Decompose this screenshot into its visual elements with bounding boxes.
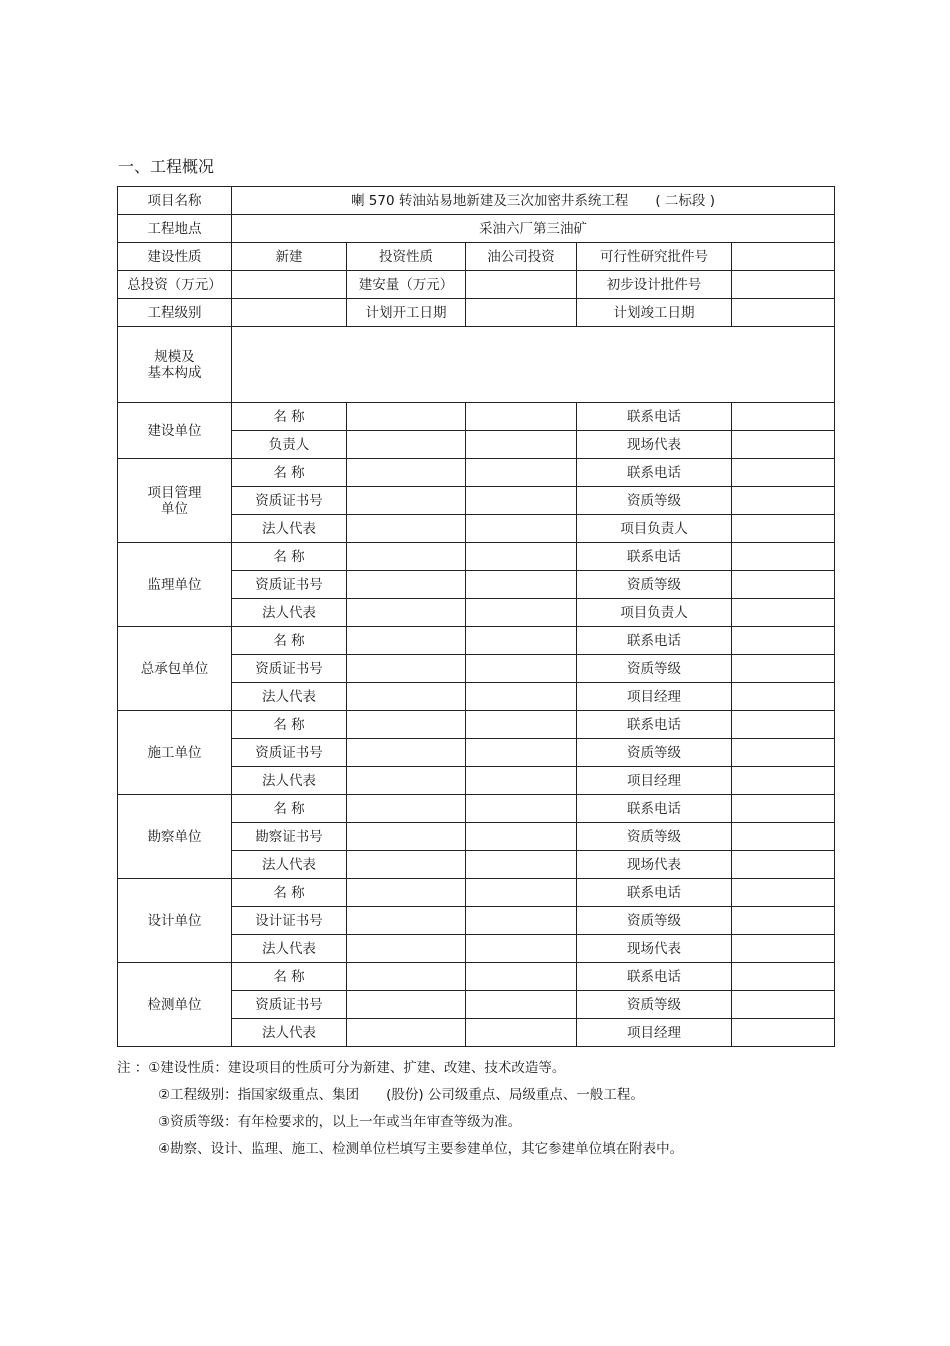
field-value	[466, 599, 577, 627]
field-label: 联系电话	[577, 711, 732, 739]
scale-value	[232, 327, 835, 403]
field-label: 资质等级	[577, 655, 732, 683]
field-label: 联系电话	[577, 879, 732, 907]
field-value	[466, 431, 577, 459]
location-label: 工程地点	[118, 215, 232, 243]
field-value	[347, 543, 466, 571]
field-value	[466, 627, 577, 655]
field-label: 法人代表	[232, 515, 347, 543]
field-label: 资质等级	[577, 739, 732, 767]
field-value	[732, 963, 835, 991]
field-label: 项目经理	[577, 683, 732, 711]
row-grade	[118, 299, 835, 327]
nature-label: 建设性质	[118, 243, 232, 271]
field-value	[466, 823, 577, 851]
field-value	[732, 851, 835, 879]
field-label: 名 称	[232, 459, 347, 487]
project-name-value: 喇 570 转油站易地新建及三次加密井系统工程 ( 二标段 )	[232, 187, 835, 215]
field-value	[466, 515, 577, 543]
nature-value: 新建	[232, 243, 347, 271]
note-3: ③资质等级：有年检要求的，以上一年或当年审查等级为准。	[158, 1114, 522, 1130]
field-value	[732, 487, 835, 515]
field-label: 联系电话	[577, 627, 732, 655]
field-value	[466, 991, 577, 1019]
row-location	[118, 215, 835, 243]
field-label: 项目经理	[577, 1019, 732, 1047]
field-value	[732, 571, 835, 599]
field-value	[466, 879, 577, 907]
field-value	[347, 571, 466, 599]
field-value	[466, 711, 577, 739]
field-value	[347, 795, 466, 823]
field-value	[347, 907, 466, 935]
field-label: 项目负责人	[577, 515, 732, 543]
field-value	[466, 935, 577, 963]
project-overview-table	[117, 186, 835, 1047]
finish-value	[732, 299, 835, 327]
field-value	[732, 795, 835, 823]
field-value	[732, 907, 835, 935]
row-scale	[118, 327, 835, 403]
field-value	[466, 487, 577, 515]
install-value	[466, 271, 577, 299]
scale-label-line1: 规模及	[154, 348, 195, 365]
field-label: 资质等级	[577, 991, 732, 1019]
unit-label: 项目管理单位	[118, 459, 232, 543]
field-label: 资质等级	[577, 487, 732, 515]
row-project-name	[118, 187, 835, 215]
field-label: 名 称	[232, 795, 347, 823]
field-label: 项目负责人	[577, 599, 732, 627]
project-name-label: 项目名称	[118, 187, 232, 215]
unit-label: 设计单位	[118, 879, 232, 963]
unit-label: 检测单位	[118, 963, 232, 1047]
field-value	[347, 655, 466, 683]
field-value	[466, 851, 577, 879]
field-label: 资质证书号	[232, 739, 347, 767]
field-value	[347, 627, 466, 655]
field-label: 法人代表	[232, 767, 347, 795]
scale-label-line2: 基本构成	[147, 364, 202, 381]
total-invest-value	[232, 271, 347, 299]
field-label: 名 称	[232, 879, 347, 907]
field-value	[732, 683, 835, 711]
finish-label: 计划竣工日期	[577, 299, 732, 327]
field-label: 联系电话	[577, 795, 732, 823]
field-value	[732, 823, 835, 851]
field-value	[732, 627, 835, 655]
field-value	[347, 767, 466, 795]
unit-label: 总承包单位	[118, 627, 232, 711]
field-value	[732, 711, 835, 739]
field-label: 项目经理	[577, 767, 732, 795]
field-label: 现场代表	[577, 935, 732, 963]
field-value	[347, 851, 466, 879]
unit-row	[118, 459, 835, 487]
field-value	[466, 543, 577, 571]
field-value	[466, 571, 577, 599]
note-1: 注 ：①建设性质：建设项目的性质可分为新建、扩建、改建、技术改造等。	[117, 1060, 566, 1076]
field-label: 法人代表	[232, 935, 347, 963]
field-value	[347, 459, 466, 487]
row-nature	[118, 243, 835, 271]
location-value: 采油六厂第三油矿	[232, 215, 835, 243]
field-label: 资质证书号	[232, 487, 347, 515]
field-value	[347, 935, 466, 963]
field-value	[732, 767, 835, 795]
note-2: ②工程级别：指国家级重点、集团 (股份) 公司级重点、局级重点、一般工程。	[158, 1087, 644, 1103]
invest-nature-value: 油公司投资	[466, 243, 577, 271]
field-label: 法人代表	[232, 599, 347, 627]
start-label: 计划开工日期	[347, 299, 466, 327]
section-title: 一、工程概况	[118, 157, 215, 176]
field-value	[466, 767, 577, 795]
total-invest-label: 总投资（万元）	[118, 271, 232, 299]
grade-value	[232, 299, 347, 327]
field-value	[466, 907, 577, 935]
unit-row	[118, 795, 835, 823]
field-label: 名 称	[232, 963, 347, 991]
field-value	[347, 739, 466, 767]
field-value	[347, 599, 466, 627]
field-value	[347, 711, 466, 739]
unit-label: 建设单位	[118, 403, 232, 459]
field-value	[732, 599, 835, 627]
field-value	[347, 515, 466, 543]
unit-row	[118, 543, 835, 571]
field-value	[732, 991, 835, 1019]
start-value	[466, 299, 577, 327]
field-label: 联系电话	[577, 543, 732, 571]
field-value	[732, 403, 835, 431]
notes	[117, 1055, 683, 1163]
field-label: 现场代表	[577, 851, 732, 879]
field-label: 联系电话	[577, 963, 732, 991]
prelim-value	[732, 271, 835, 299]
field-value	[347, 683, 466, 711]
field-label: 资质等级	[577, 907, 732, 935]
field-label: 联系电话	[577, 459, 732, 487]
field-value	[732, 935, 835, 963]
field-value	[466, 655, 577, 683]
field-value	[347, 823, 466, 851]
field-value	[732, 459, 835, 487]
unit-row	[118, 963, 835, 991]
field-value	[732, 739, 835, 767]
field-value	[466, 683, 577, 711]
field-label: 设计证书号	[232, 907, 347, 935]
field-value	[732, 1019, 835, 1047]
unit-label: 监理单位	[118, 543, 232, 627]
field-label: 法人代表	[232, 1019, 347, 1047]
field-value	[732, 543, 835, 571]
field-value	[466, 963, 577, 991]
field-value	[466, 795, 577, 823]
field-value	[347, 431, 466, 459]
feasibility-value	[732, 243, 835, 271]
field-label: 名 称	[232, 711, 347, 739]
unit-row	[118, 711, 835, 739]
unit-label: 施工单位	[118, 711, 232, 795]
field-value	[732, 879, 835, 907]
field-value	[347, 487, 466, 515]
unit-row	[118, 403, 835, 431]
field-label: 名 称	[232, 403, 347, 431]
field-value	[466, 739, 577, 767]
field-value	[347, 963, 466, 991]
field-label: 资质证书号	[232, 571, 347, 599]
prelim-label: 初步设计批件号	[577, 271, 732, 299]
field-label: 负责人	[232, 431, 347, 459]
field-label: 现场代表	[577, 431, 732, 459]
field-value	[732, 655, 835, 683]
field-label: 资质等级	[577, 823, 732, 851]
grade-label: 工程级别	[118, 299, 232, 327]
field-label: 资质证书号	[232, 655, 347, 683]
field-value	[347, 879, 466, 907]
field-label: 法人代表	[232, 851, 347, 879]
field-value	[466, 1019, 577, 1047]
row-investment	[118, 271, 835, 299]
field-label: 名 称	[232, 543, 347, 571]
field-label: 联系电话	[577, 403, 732, 431]
field-label: 资质等级	[577, 571, 732, 599]
field-label: 法人代表	[232, 683, 347, 711]
field-value	[347, 403, 466, 431]
field-value	[466, 459, 577, 487]
field-value	[466, 403, 577, 431]
field-value	[347, 1019, 466, 1047]
feasibility-label: 可行性研究批件号	[577, 243, 732, 271]
field-value	[732, 431, 835, 459]
unit-label: 勘察单位	[118, 795, 232, 879]
invest-nature-label: 投资性质	[347, 243, 466, 271]
field-value	[732, 515, 835, 543]
field-label: 资质证书号	[232, 991, 347, 1019]
field-value	[347, 991, 466, 1019]
note-4: ④勘察、设计、监理、施工、检测单位栏填写主要参建单位，其它参建单位填在附表中。	[158, 1141, 684, 1157]
field-label: 勘察证书号	[232, 823, 347, 851]
unit-row	[118, 627, 835, 655]
install-label: 建安量（万元）	[347, 271, 466, 299]
field-label: 名 称	[232, 627, 347, 655]
scale-label	[118, 327, 232, 403]
unit-row	[118, 879, 835, 907]
